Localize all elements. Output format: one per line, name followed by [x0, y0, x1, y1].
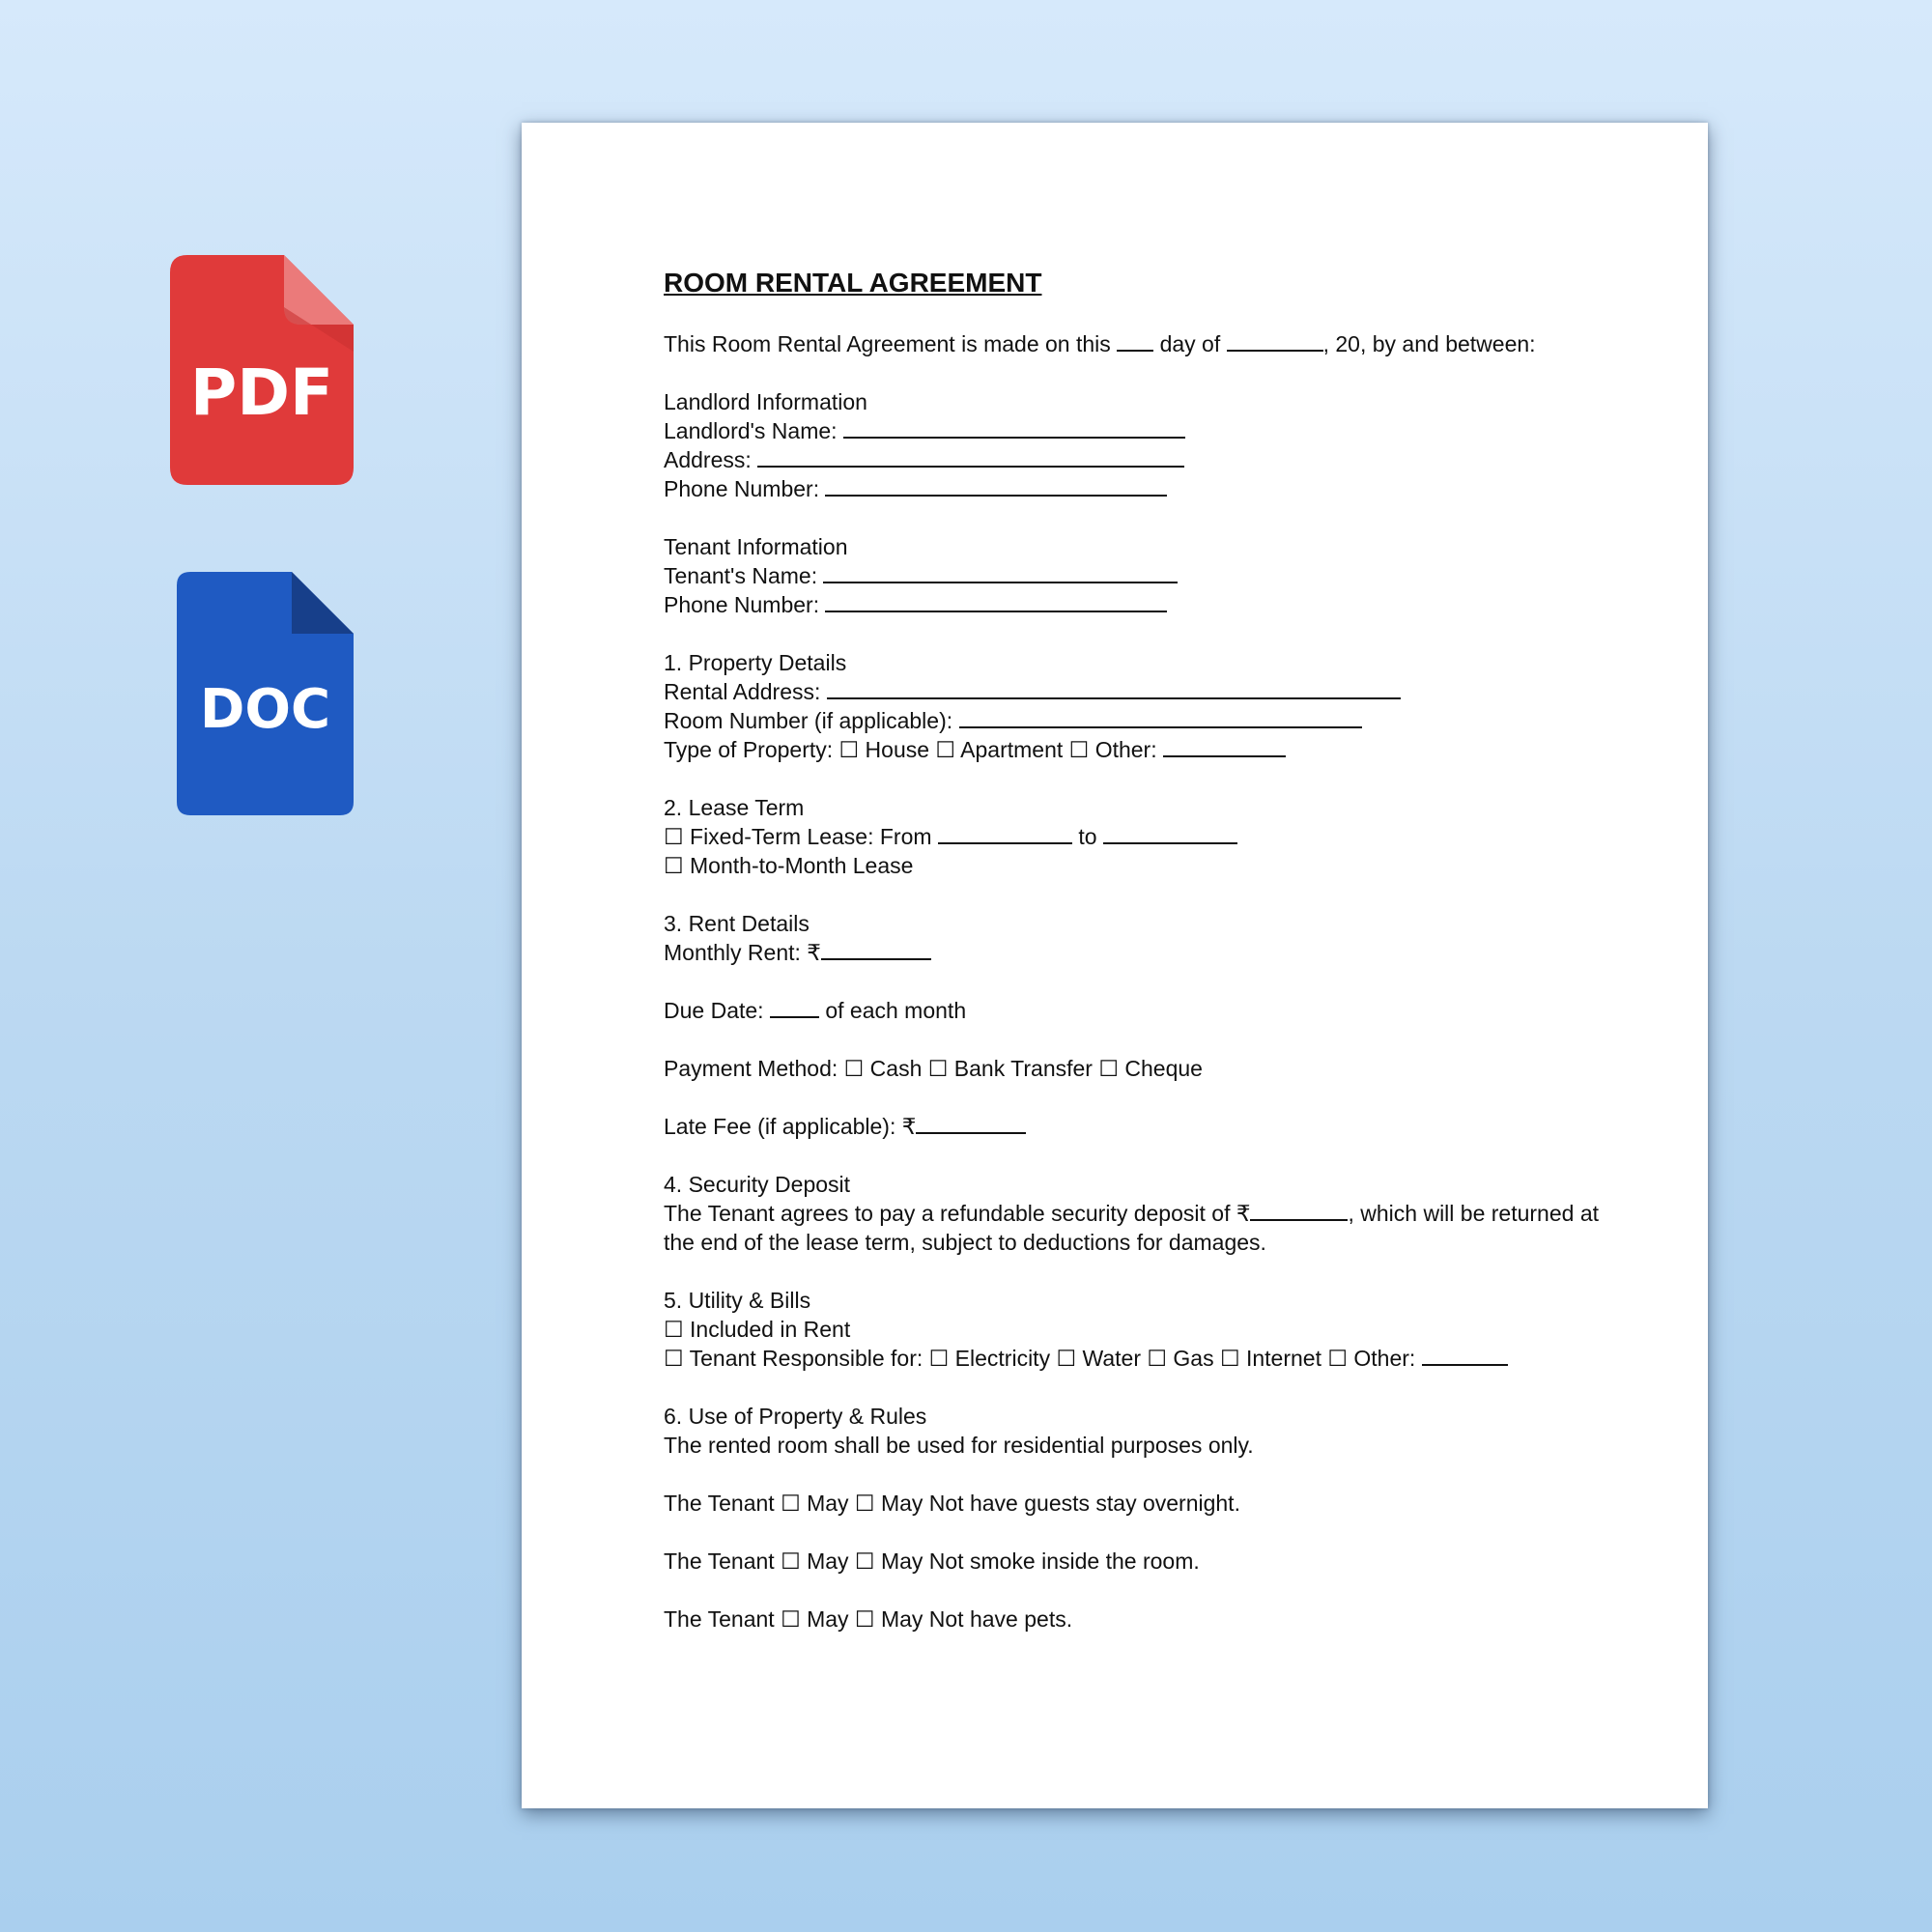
monthly-rent-row [664, 938, 1610, 967]
checkbox-house[interactable]: ☐ [838, 737, 860, 762]
option-utility-other: Other: [1353, 1346, 1416, 1371]
rule-guests-suffix: have guests stay overnight. [969, 1491, 1240, 1516]
intro-text-3: , 20, by and between: [1322, 331, 1536, 356]
landlord-address-row [664, 445, 1610, 474]
rules-heading: 6. Use of Property & Rules [664, 1404, 927, 1429]
tenant-name-field[interactable] [823, 564, 1178, 583]
rule-pets-suffix: have pets. [969, 1606, 1073, 1632]
landlord-name-row [664, 416, 1610, 445]
option-water: Water [1082, 1346, 1141, 1371]
landlord-phone-row [664, 474, 1610, 503]
tenant-phone-field[interactable] [825, 593, 1167, 612]
tenant-phone-row [664, 590, 1610, 619]
landlord-address-field[interactable] [757, 448, 1184, 468]
landlord-address-label: Address: [664, 447, 752, 472]
fixed-term-row [664, 822, 1610, 851]
room-number-row [664, 706, 1610, 735]
checkbox-pets-may-not[interactable]: ☐ [854, 1606, 875, 1632]
deposit-text-1: The Tenant agrees to pay a refundable security deposit of ₹ [664, 1201, 1251, 1226]
deposit-amount-field[interactable] [1250, 1202, 1348, 1221]
option-bank-transfer: Bank Transfer [953, 1056, 1093, 1081]
month-blank[interactable] [1227, 332, 1323, 352]
tenant-responsible-row [664, 1344, 1610, 1373]
checkbox-guests-may[interactable]: ☐ [781, 1491, 801, 1516]
payment-method-label: Payment Method: [664, 1056, 838, 1081]
tenant-name-label: Tenant's Name: [664, 563, 818, 588]
monthly-rent-label: Monthly Rent: ₹ [664, 940, 821, 965]
checkbox-bank-transfer[interactable]: ☐ [927, 1056, 949, 1081]
checkbox-gas[interactable]: ☐ [1147, 1346, 1167, 1371]
landlord-phone-field[interactable] [825, 477, 1167, 497]
doc-file-icon[interactable] [177, 572, 354, 815]
deposit-text-2: , which will be returned at the end of the lease term, subject to deductions for damages. [664, 1201, 1599, 1255]
checkbox-included-in-rent[interactable]: ☐ [664, 1317, 684, 1342]
late-fee-row [664, 1112, 1610, 1141]
checkbox-month-to-month[interactable]: ☐ [664, 853, 684, 878]
day-blank[interactable] [1117, 332, 1153, 352]
month-to-month-row [664, 851, 1610, 880]
document-title: ROOM RENTAL AGREEMENT [664, 268, 1042, 298]
document-page [522, 123, 1708, 1808]
checkbox-cash[interactable]: ☐ [843, 1056, 865, 1081]
late-fee-field[interactable] [916, 1115, 1026, 1134]
intro-text-1: This Room Rental Agreement is made on this [664, 331, 1111, 356]
lease-from-field[interactable] [938, 825, 1072, 844]
checkbox-pets-may[interactable]: ☐ [781, 1606, 801, 1632]
lease-to-label: to [1078, 824, 1097, 849]
lease-heading: 2. Lease Term [664, 795, 805, 820]
due-date-suffix: of each month [825, 998, 967, 1023]
lease-to-field[interactable] [1103, 825, 1237, 844]
rental-address-row [664, 677, 1610, 706]
pdf-label: PDF [189, 355, 334, 430]
utility-other-field[interactable] [1422, 1347, 1508, 1366]
tenant-name-row [664, 561, 1610, 590]
month-to-month-label: Month-to-Month Lease [690, 853, 914, 878]
rule-smoking-prefix: The Tenant [664, 1548, 775, 1574]
property-type-label: Type of Property: [664, 737, 834, 762]
pdf-file-icon[interactable] [170, 255, 354, 485]
checkbox-property-other[interactable]: ☐ [1068, 737, 1090, 762]
option-cheque: Cheque [1124, 1056, 1203, 1081]
checkbox-utility-other[interactable]: ☐ [1327, 1346, 1348, 1371]
rule-guests-prefix: The Tenant [664, 1491, 775, 1516]
landlord-phone-label: Phone Number: [664, 476, 820, 501]
option-property-other: Other: [1094, 737, 1157, 762]
option-electricity: Electricity [954, 1346, 1051, 1371]
property-other-field[interactable] [1163, 738, 1286, 757]
deposit-heading: 4. Security Deposit [664, 1172, 851, 1197]
due-date-label: Due Date: [664, 998, 764, 1023]
monthly-rent-field[interactable] [821, 941, 931, 960]
tenant-responsible-label: Tenant Responsible for: [689, 1346, 923, 1371]
rules-intro: The rented room shall be used for residential purposes only. [664, 1433, 1254, 1458]
checkbox-fixed-term[interactable]: ☐ [664, 824, 684, 849]
rule-pets-may-not: May Not [880, 1606, 964, 1632]
rule-pets-row [664, 1605, 1610, 1634]
landlord-name-label: Landlord's Name: [664, 418, 838, 443]
rule-pets-prefix: The Tenant [664, 1606, 775, 1632]
property-heading: 1. Property Details [664, 650, 847, 675]
rental-address-field[interactable] [827, 680, 1401, 699]
checkbox-smoking-may[interactable]: ☐ [781, 1548, 801, 1574]
rule-guests-row [664, 1489, 1610, 1518]
due-date-field[interactable] [770, 999, 819, 1018]
rule-pets-may: May [807, 1606, 849, 1632]
included-in-rent-label: Included in Rent [690, 1317, 851, 1342]
rule-guests-may-not: May Not [880, 1491, 964, 1516]
checkbox-guests-may-not[interactable]: ☐ [854, 1491, 875, 1516]
deposit-paragraph [664, 1199, 1610, 1257]
checkbox-electricity[interactable]: ☐ [928, 1346, 950, 1371]
intro-text-2: day of [1159, 331, 1221, 356]
rule-smoking-may-not: May Not [880, 1548, 964, 1574]
checkbox-cheque[interactable]: ☐ [1098, 1056, 1119, 1081]
checkbox-tenant-responsible[interactable]: ☐ [664, 1346, 684, 1371]
intro-line [664, 329, 1610, 358]
property-type-row [664, 735, 1610, 764]
rule-guests-may: May [807, 1491, 849, 1516]
landlord-heading: Landlord Information [664, 389, 867, 414]
option-apartment: Apartment [960, 737, 1064, 762]
document-content [664, 266, 1610, 1634]
tenant-heading: Tenant Information [664, 534, 848, 559]
option-gas: Gas [1173, 1346, 1214, 1371]
doc-label: DOC [199, 678, 331, 741]
rule-smoking-row [664, 1547, 1610, 1576]
room-number-field[interactable] [959, 709, 1362, 728]
rule-smoking-may: May [807, 1548, 849, 1574]
checkbox-water[interactable]: ☐ [1056, 1346, 1077, 1371]
rental-address-label: Rental Address: [664, 679, 821, 704]
checkbox-internet[interactable]: ☐ [1219, 1346, 1240, 1371]
late-fee-label: Late Fee (if applicable): ₹ [664, 1114, 917, 1139]
option-house: House [865, 737, 930, 762]
option-cash: Cash [869, 1056, 923, 1081]
landlord-name-field[interactable] [843, 419, 1185, 439]
checkbox-smoking-may-not[interactable]: ☐ [854, 1548, 875, 1574]
utilities-heading: 5. Utility & Bills [664, 1288, 811, 1313]
included-in-rent-row [664, 1315, 1610, 1344]
rule-smoking-suffix: smoke inside the room. [969, 1548, 1200, 1574]
rent-heading: 3. Rent Details [664, 911, 810, 936]
fixed-term-label: Fixed-Term Lease: From [690, 824, 932, 849]
checkbox-apartment[interactable]: ☐ [935, 737, 956, 762]
option-internet: Internet [1245, 1346, 1321, 1371]
tenant-phone-label: Phone Number: [664, 592, 820, 617]
due-date-row [664, 996, 1610, 1025]
payment-method-row [664, 1054, 1610, 1083]
room-number-label: Room Number (if applicable): [664, 708, 953, 733]
